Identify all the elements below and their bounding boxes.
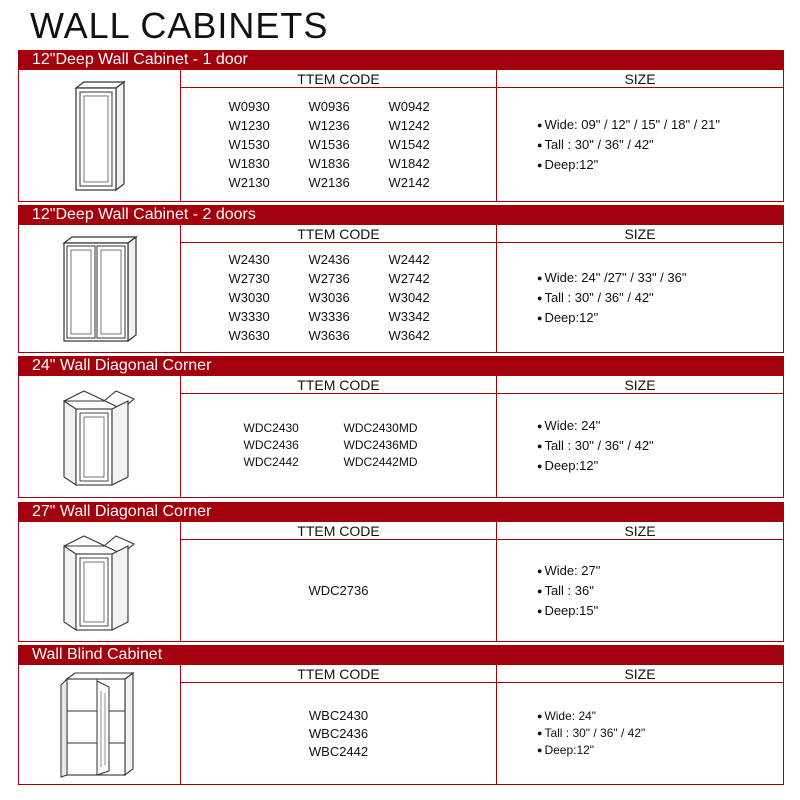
- size-header: SIZE: [497, 522, 783, 540]
- cabinet-image-cell: [19, 225, 181, 352]
- item-code: WDC2436MD: [343, 438, 418, 452]
- item-code-column: [181, 376, 497, 497]
- item-code: WDC2736: [308, 582, 369, 598]
- cabinet-image-cell: [19, 70, 181, 201]
- size-tall: ● Tall : 30" / 36" / 42": [537, 135, 720, 155]
- section-double-door: [18, 205, 784, 353]
- item-code: W2736: [308, 271, 350, 286]
- size-header: SIZE: [497, 225, 783, 243]
- item-code: W3042: [388, 290, 430, 305]
- item-code: W2130: [228, 175, 270, 190]
- cabinet-image-cell: [19, 522, 181, 641]
- size-wide: ● Wide: 24": [537, 416, 654, 436]
- item-code: W2730: [228, 271, 270, 286]
- item-code: WDC2430MD: [343, 421, 418, 435]
- item-code-column: [181, 665, 497, 784]
- item-code: W1542: [388, 137, 430, 152]
- section-title: 12"Deep Wall Cabinet - 1 door: [18, 50, 784, 70]
- item-code-list: [229, 97, 449, 192]
- item-code: WBC2436: [308, 725, 369, 741]
- section-title: 12"Deep Wall Cabinet - 2 doors: [18, 205, 784, 225]
- size-wide: ● Wide: 24" /27" / 33" / 36": [537, 268, 686, 288]
- item-code-list: [229, 250, 449, 345]
- item-code-list: [309, 582, 369, 600]
- item-code: W3330: [228, 309, 270, 324]
- size-deep: ● Deep:15": [537, 601, 600, 621]
- blind-corner-cabinet-icon: [59, 671, 141, 779]
- item-code: W3342: [388, 309, 430, 324]
- size-tall: ● Tall : 30" / 36" / 42": [537, 288, 686, 308]
- item-code: W2442: [388, 252, 430, 267]
- item-code: W1236: [308, 118, 350, 133]
- item-code: W1230: [228, 118, 270, 133]
- cabinet-image-cell: [19, 376, 181, 497]
- item-code: W3336: [308, 309, 350, 324]
- item-code: W1536: [308, 137, 350, 152]
- item-code-list: [244, 420, 434, 471]
- section-wall-blind: [18, 645, 784, 785]
- item-code-header: TTEM CODE: [181, 522, 496, 540]
- size-column: [497, 376, 783, 497]
- size-tall: ● Tall : 36": [537, 581, 600, 601]
- item-code: W2436: [308, 252, 350, 267]
- size-list: [537, 708, 645, 759]
- item-code: W2742: [388, 271, 430, 286]
- cabinet-image-cell: [19, 665, 181, 784]
- item-code: WDC2436: [243, 438, 299, 452]
- size-column: [497, 522, 783, 641]
- size-wide: ● Wide: 24": [537, 708, 645, 725]
- diagonal-corner-cabinet-icon: [62, 387, 138, 487]
- size-wide: ● Wide: 09" / 12" / 15" / 18" / 21": [537, 115, 720, 135]
- item-code-header: TTEM CODE: [181, 225, 496, 243]
- size-header: SIZE: [497, 665, 783, 683]
- item-code: W3036: [308, 290, 350, 305]
- item-code: W0930: [228, 99, 270, 114]
- size-header: SIZE: [497, 376, 783, 394]
- item-code-header: TTEM CODE: [181, 376, 496, 394]
- item-code-column: [181, 522, 497, 641]
- item-code: W3642: [388, 328, 430, 343]
- size-deep: ● Deep:12": [537, 456, 654, 476]
- item-code: WBC2442: [308, 743, 369, 759]
- single-door-cabinet-icon: [70, 80, 130, 192]
- size-column: [497, 70, 783, 201]
- item-code: W1242: [388, 118, 430, 133]
- item-code: W2430: [228, 252, 270, 267]
- item-code: W1842: [388, 156, 430, 171]
- size-column: [497, 225, 783, 352]
- item-code: W0942: [388, 99, 430, 114]
- item-code: W0936: [308, 99, 350, 114]
- item-code: WDC2430: [243, 421, 299, 435]
- size-header: SIZE: [497, 70, 783, 88]
- page-title: WALL CABINETS: [30, 5, 329, 46]
- item-code: W3630: [228, 328, 270, 343]
- size-list: [537, 561, 600, 621]
- item-code: WBC2430: [308, 707, 369, 723]
- size-deep: ● Deep:12": [537, 742, 645, 759]
- section-single-door: [18, 50, 784, 202]
- item-code-header: TTEM CODE: [181, 665, 496, 683]
- item-code: WDC2442: [243, 455, 299, 469]
- size-tall: ● Tall : 30" / 36" / 42": [537, 436, 654, 456]
- section-title: 24" Wall Diagonal Corner: [18, 356, 784, 376]
- item-code: W3636: [308, 328, 350, 343]
- item-code: W1836: [308, 156, 350, 171]
- size-column: [497, 665, 783, 784]
- section-title: 27" Wall Diagonal Corner: [18, 502, 784, 522]
- item-code-column: [181, 225, 497, 352]
- size-deep: ● Deep:12": [537, 155, 720, 175]
- item-code: W2136: [308, 175, 350, 190]
- item-code: W1830: [228, 156, 270, 171]
- item-code-list: [309, 707, 368, 761]
- size-wide: ● Wide: 27": [537, 561, 600, 581]
- item-code: W3030: [228, 290, 270, 305]
- item-code: W2142: [388, 175, 430, 190]
- item-code: W1530: [228, 137, 270, 152]
- item-code: WDC2442MD: [343, 455, 418, 469]
- size-deep: ● Deep:12": [537, 308, 686, 328]
- double-door-cabinet-icon: [60, 235, 140, 343]
- item-code-header: TTEM CODE: [181, 70, 496, 88]
- size-list: [537, 416, 654, 476]
- size-list: [537, 268, 686, 328]
- size-tall: ● Tall : 30" / 36" / 42": [537, 725, 645, 742]
- diagonal-corner-cabinet-icon: [62, 532, 138, 632]
- size-list: [537, 115, 720, 175]
- section-24-diagonal-corner: [18, 356, 784, 498]
- section-title: Wall Blind Cabinet: [18, 645, 784, 665]
- section-27-diagonal-corner: [18, 502, 784, 642]
- item-code-column: [181, 70, 497, 201]
